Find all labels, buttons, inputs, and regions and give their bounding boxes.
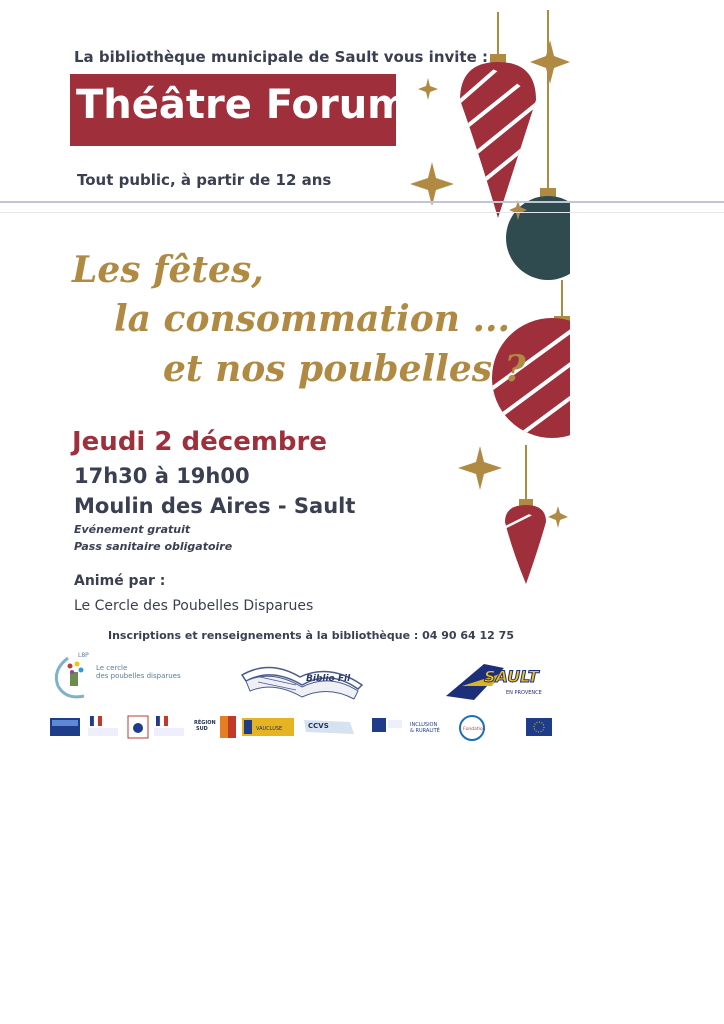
contact-line: Inscriptions et renseignements à la bibliothèque : 04 90 64 12 75 <box>108 629 514 642</box>
svg-text:INCLUSION: INCLUSION <box>410 722 438 728</box>
svg-text:L8P: L8P <box>78 652 89 659</box>
biblio-fil-text: Biblio Fil <box>306 674 351 684</box>
cercle-logo-line2: des poubelles disparues <box>96 672 181 680</box>
scan-artifact-line <box>0 212 724 213</box>
svg-text:SUD: SUD <box>196 726 208 732</box>
svg-text:RÉGION: RÉGION <box>194 720 216 726</box>
invite-line: La bibliothèque municipale de Sault vous invite : <box>74 48 488 66</box>
eu-flag-icon <box>526 718 552 736</box>
sponsor-logo <box>460 716 486 740</box>
sponsor-logos-strip <box>50 714 560 742</box>
host-name: Le Cercle des Poubelles Disparues <box>74 598 314 614</box>
event-title: Théâtre Forum <box>76 82 409 128</box>
event-place: Moulin des Aires - Sault <box>74 494 356 518</box>
ornament-cap <box>540 188 556 197</box>
svg-text:CCVS: CCVS <box>308 722 329 730</box>
audience-line: Tout public, à partir de 12 ans <box>77 171 332 189</box>
sponsor-logo <box>372 718 402 732</box>
headline-line-3: et nos poubelles ? <box>163 348 526 390</box>
sponsor-logo <box>304 720 354 734</box>
cercle-logo-line1: Le cercle <box>96 664 128 672</box>
biblio-fil-logo <box>240 655 365 705</box>
sault-logo-text: SAULT <box>484 667 539 686</box>
event-date: Jeudi 2 décembre <box>72 427 327 457</box>
sponsor-logo <box>50 718 80 736</box>
sponsor-logo <box>220 716 236 738</box>
scan-artifact-line <box>0 201 724 203</box>
ornament-cap <box>490 54 506 63</box>
sponsor-logo <box>194 718 216 732</box>
sponsor-logo <box>410 722 440 734</box>
headline-line-2: la consommation ... <box>114 298 511 340</box>
host-label: Animé par : <box>74 573 166 589</box>
svg-text:VAUCLUSE: VAUCLUSE <box>256 726 283 732</box>
headline-line-1: Les fêtes, <box>72 249 264 291</box>
event-time: 17h30 à 19h00 <box>74 464 250 488</box>
small-red-drop-ornament <box>500 505 550 584</box>
sponsor-logo <box>128 716 148 738</box>
pass-note: Pass sanitaire obligatoire <box>74 540 233 553</box>
sponsor-logo <box>242 718 294 736</box>
svg-text:& RURALITÉ: & RURALITÉ <box>410 728 440 734</box>
sponsor-logo <box>88 716 118 736</box>
sponsor-logo <box>154 716 184 736</box>
sault-logo <box>444 656 556 702</box>
cercle-logo-text <box>96 664 181 680</box>
free-event-note: Evénement gratuit <box>74 523 191 536</box>
svg-text:Fondation: Fondation <box>463 727 486 732</box>
sault-logo-subtext: EN PROVENCE <box>506 690 542 696</box>
